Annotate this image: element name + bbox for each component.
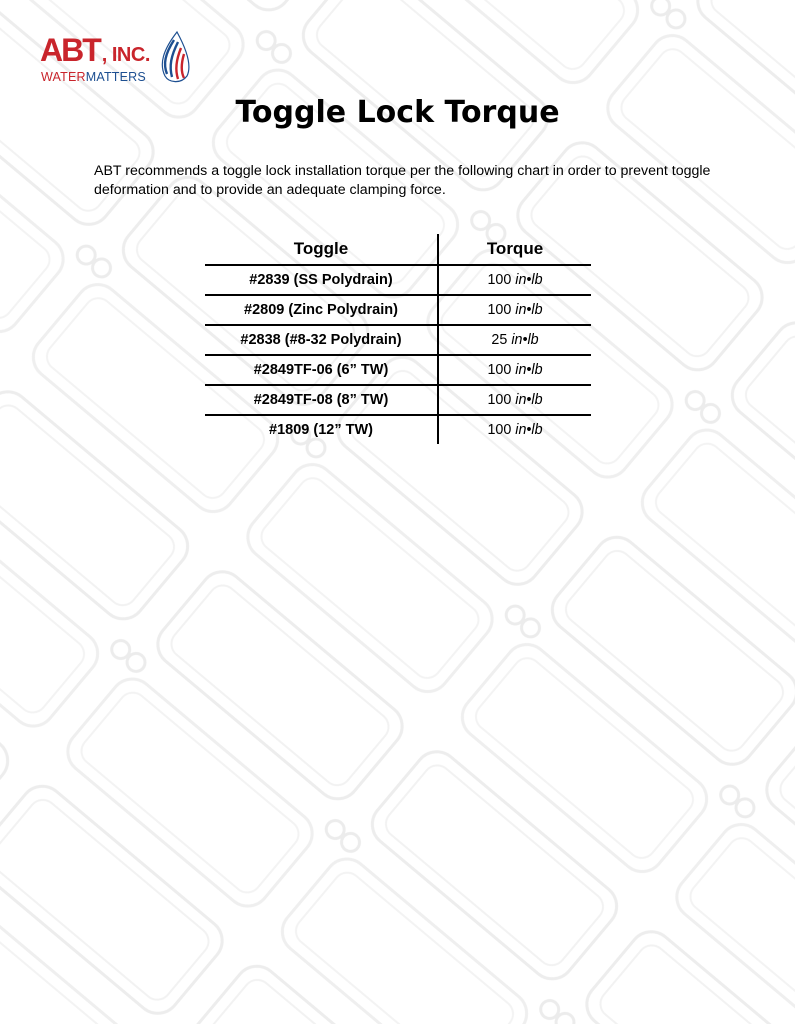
- torque-cell: [438, 385, 591, 415]
- torque-value: 100: [487, 392, 512, 408]
- torque-value: 100: [487, 302, 512, 318]
- abt-logo: [40, 30, 200, 88]
- header-toggle: Toggle: [205, 234, 438, 265]
- logo-tagline: [41, 70, 146, 84]
- logo-tagline-matters: MATTERS: [85, 70, 146, 84]
- torque-unit: in•lb: [515, 392, 543, 408]
- torque-cell: [438, 265, 591, 295]
- page-title: Toggle Lock Torque: [235, 95, 560, 130]
- header-torque: Torque: [438, 234, 591, 265]
- torque-value: 100: [487, 362, 512, 378]
- torque-unit: in•lb: [515, 422, 543, 438]
- table-row: [205, 355, 591, 385]
- toggle-cell: #2839 (SS Polydrain): [205, 265, 438, 295]
- logo-wordmark: [40, 34, 150, 71]
- toggle-cell: #2809 (Zinc Polydrain): [205, 295, 438, 325]
- torque-table: [205, 234, 591, 444]
- table-header-row: [205, 234, 591, 265]
- torque-cell: [438, 295, 591, 325]
- logo-name: ABT: [40, 32, 100, 68]
- torque-value: 100: [487, 422, 512, 438]
- torque-cell: [438, 415, 591, 444]
- torque-value: 25: [491, 332, 508, 348]
- torque-cell: [438, 355, 591, 385]
- toggle-cell: #2838 (#8-32 Polydrain): [205, 325, 438, 355]
- logo-suffix: , INC.: [101, 44, 150, 66]
- torque-value: 100: [487, 272, 512, 288]
- torque-cell: [438, 325, 591, 355]
- table-row: [205, 295, 591, 325]
- table-row: [205, 325, 591, 355]
- water-drop-icon: [155, 30, 193, 84]
- toggle-cell: #1809 (12” TW): [205, 415, 438, 444]
- torque-unit: in•lb: [511, 332, 539, 348]
- table-row: [205, 415, 591, 444]
- torque-unit: in•lb: [515, 272, 543, 288]
- torque-unit: in•lb: [515, 362, 543, 378]
- table-row: [205, 385, 591, 415]
- toggle-cell: #2849TF-06 (6” TW): [205, 355, 438, 385]
- toggle-cell: #2849TF-08 (8” TW): [205, 385, 438, 415]
- logo-tagline-water: WATER: [41, 70, 86, 84]
- table-row: [205, 265, 591, 295]
- torque-unit: in•lb: [515, 302, 543, 318]
- intro-paragraph: ABT recommends a toggle lock installation torque per the following chart in order to prevent toggle deformation and to provide an adequate clamping force.: [94, 163, 711, 198]
